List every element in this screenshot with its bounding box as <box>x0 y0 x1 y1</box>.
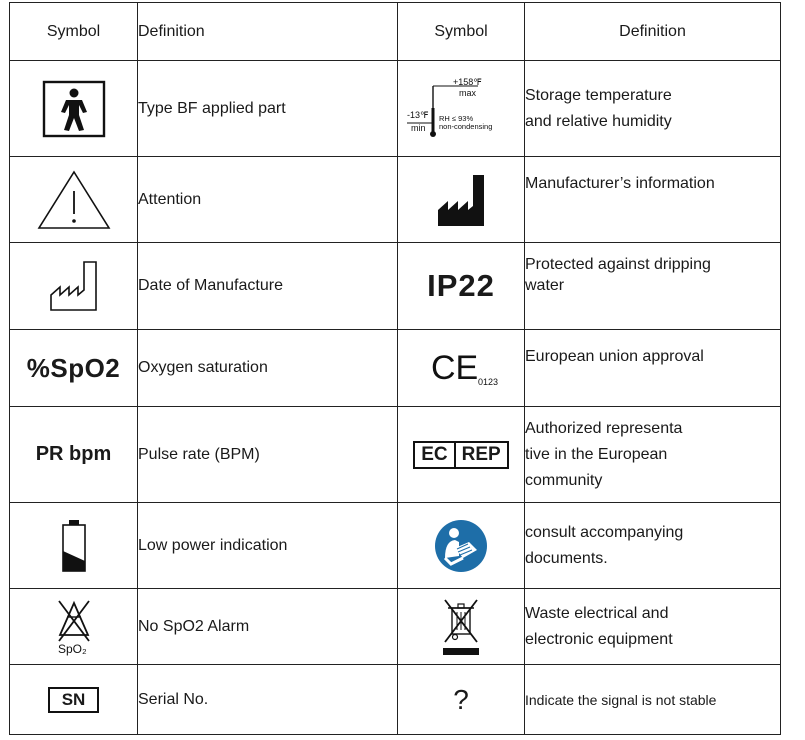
storage-temperature-humidity-icon <box>403 78 519 140</box>
ec-rep-mark <box>413 441 508 469</box>
definition-cell: Manufacturer’s information <box>525 157 781 243</box>
min-temp-text: -13℉ <box>407 109 429 120</box>
rh-text: RH ≤ 93% <box>439 113 474 123</box>
symbol-cell <box>10 665 138 735</box>
definition-cell: No SpO2 Alarm <box>138 589 398 665</box>
spo2-label: %SpO2 <box>26 352 121 383</box>
definition-line: tive in the European <box>525 445 668 463</box>
table-header-row <box>10 3 781 61</box>
ec-label: EC <box>421 443 448 465</box>
definition-cell <box>525 589 781 665</box>
definition-line: electronic equipment <box>525 630 673 648</box>
symbol-cell <box>10 157 138 243</box>
symbol-cell <box>398 243 525 330</box>
definition-line: community <box>525 471 603 489</box>
definition-line: consult accompanying <box>525 523 684 541</box>
symbol-cell <box>398 503 525 589</box>
ce-text: CE <box>431 349 479 387</box>
definition-line: documents. <box>525 549 608 567</box>
definition-cell: Pulse rate (BPM) <box>138 407 398 503</box>
header-symbol: Symbol <box>10 3 138 61</box>
max-label: max <box>459 87 477 98</box>
definition-cell: Oxygen saturation <box>138 330 398 407</box>
attention-warning-icon <box>36 168 112 232</box>
definition-line: water <box>525 277 565 294</box>
definition-line: and relative humidity <box>525 112 672 130</box>
definition-cell: Type BF applied part <box>138 61 398 157</box>
definition-line: Protected against dripping <box>525 256 711 273</box>
symbol-cell <box>398 330 525 407</box>
spo2-sub-label: SpO₂ <box>57 641 87 656</box>
ip22-mark: IP22 <box>427 268 495 303</box>
consult-documents-icon <box>433 518 489 574</box>
definition-cell <box>525 503 781 589</box>
symbol-cell <box>10 407 138 503</box>
symbol-cell <box>398 157 525 243</box>
unstable-signal-mark: ? <box>453 683 469 715</box>
non-condensing-text: non-condensing <box>439 121 493 131</box>
pr-bpm-label: PR bpm <box>35 443 112 465</box>
symbol-cell <box>10 503 138 589</box>
definition-cell: Date of Manufacture <box>138 243 398 330</box>
definition-cell: Low power indication <box>138 503 398 589</box>
date-of-manufacture-icon <box>48 259 100 313</box>
table-row <box>10 665 781 735</box>
table-row <box>10 330 781 407</box>
table-row <box>10 61 781 157</box>
symbol-definition-table <box>9 2 781 735</box>
weee-crossed-bin-icon <box>439 596 483 658</box>
table-row <box>10 243 781 330</box>
symbol-cell <box>10 243 138 330</box>
symbol-cell <box>10 61 138 157</box>
definition-cell: Indicate the signal is not stable <box>525 665 781 735</box>
symbol-cell <box>398 665 525 735</box>
table-row <box>10 503 781 589</box>
ce-mark-icon <box>421 347 501 389</box>
definition-cell <box>525 407 781 503</box>
definition-cell <box>525 243 781 330</box>
ce-code: 0123 <box>478 377 499 387</box>
symbol-cell <box>10 589 138 665</box>
rep-label: REP <box>454 443 507 467</box>
manufacturer-icon <box>435 172 487 228</box>
definition-cell <box>525 61 781 157</box>
definition-cell: Serial No. <box>138 665 398 735</box>
low-battery-icon <box>60 518 88 574</box>
table-row <box>10 157 781 243</box>
symbol-cell <box>10 330 138 407</box>
max-temp-text: +158℉ <box>453 77 482 87</box>
symbol-cell <box>398 407 525 503</box>
symbol-cell <box>398 589 525 665</box>
symbol-cell <box>398 61 525 157</box>
table-row <box>10 407 781 503</box>
definition-line: Waste electrical and <box>525 604 669 622</box>
definition-cell: European union approval <box>525 330 781 407</box>
min-label: min <box>411 122 426 133</box>
header-definition: Definition <box>138 3 398 61</box>
header-definition-2: Definition <box>525 3 781 61</box>
definition-cell: Attention <box>138 157 398 243</box>
header-symbol-2: Symbol <box>398 3 525 61</box>
table-row <box>10 589 781 665</box>
no-spo2-alarm-icon <box>51 597 97 657</box>
type-bf-applied-part-icon <box>41 79 107 139</box>
definition-line: Storage temperature <box>525 86 672 104</box>
definition-line: Authorized representa <box>525 419 683 437</box>
serial-number-mark: SN <box>48 687 100 713</box>
